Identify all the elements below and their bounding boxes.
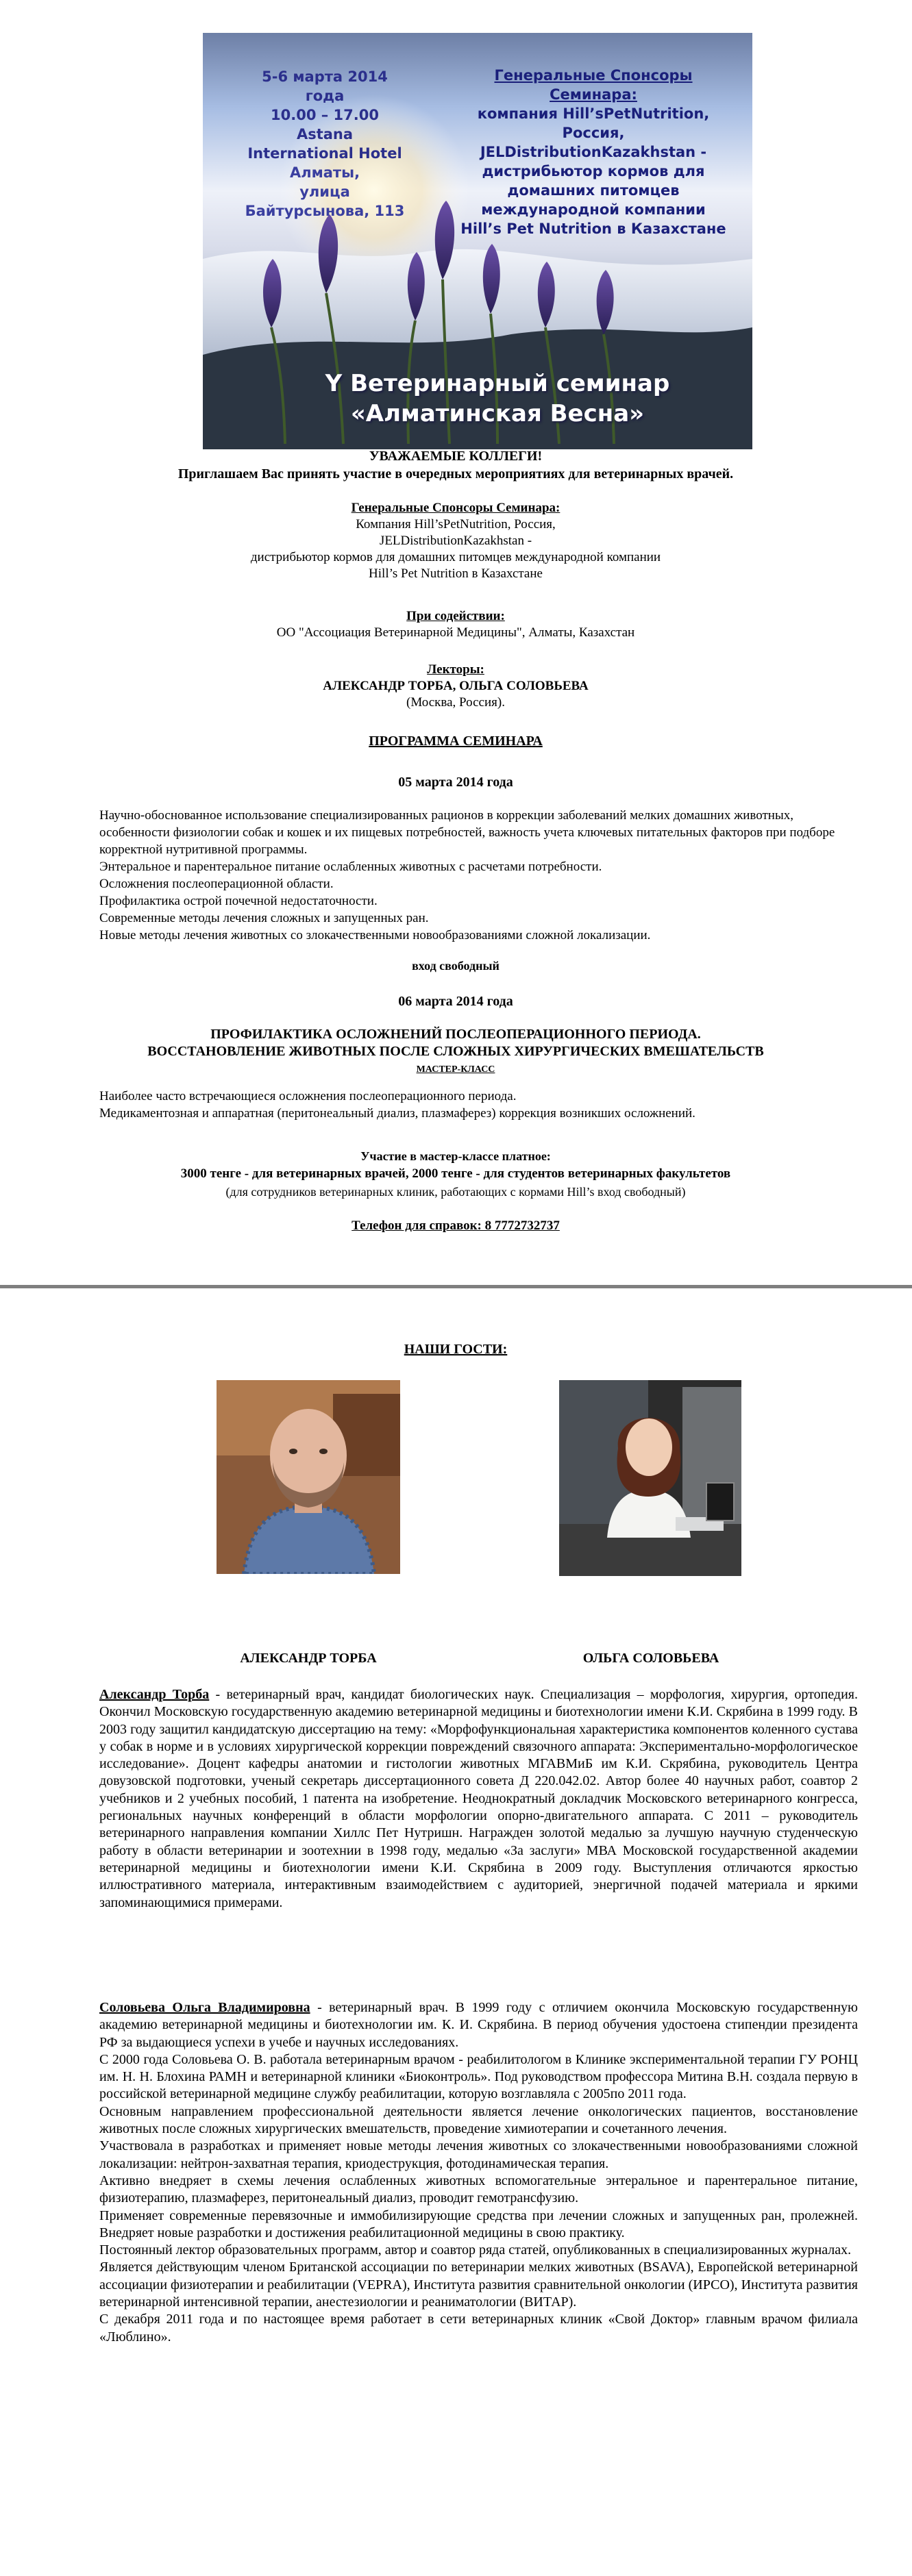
bio-torba-name: Александр Торба bbox=[99, 1687, 210, 1702]
bio-solovyeva-paragraph: С декабря 2011 года и по настоящее время работает в сети ветеринарных клиник «Свой Доктор» главным врачом филиала «Люблино». bbox=[99, 2312, 858, 2344]
banner-sponsors bbox=[449, 66, 737, 238]
banner-time: 10.00 – 17.00 bbox=[271, 107, 379, 123]
support-section bbox=[137, 608, 774, 641]
banner-title bbox=[306, 368, 689, 429]
day1-item: Научно-обоснованное использование специализированных рационов в коррекции заболеваний мелких домашних животных, особенности физиологии собак и кошек и их пищевых потребностей, важность учета ключевых питательных факторов при подборе корректной нутритивной программы. bbox=[99, 808, 835, 857]
sponsor-line: Компания Hill’sPetNutrition, Россия, bbox=[356, 517, 556, 532]
guests-heading: НАШИ ГОСТИ: bbox=[404, 1342, 508, 1357]
event-banner bbox=[203, 33, 752, 449]
banner-date: 5-6 марта 2014 года bbox=[262, 68, 388, 104]
fee-prices: 3000 тенге - для ветеринарных врачей, 2000 тенге - для студентов ветеринарных факультетов bbox=[180, 1166, 731, 1181]
caption-torba: АЛЕКСАНДР ТОРБА bbox=[240, 1651, 377, 1666]
bio-solovyeva-paragraph: Участвовала в разработках и применяет новые методы лечения животных со злокачественными новообразованиями сложной локализации: нейтрон-захватная терапия, криодеструкция, фотодинамическая терапия. bbox=[99, 2138, 858, 2171]
sponsor-line: Hill’s Pet Nutrition в Казахстане bbox=[369, 566, 543, 581]
day2-subtitle: МАСТЕР-КЛАСС bbox=[416, 1064, 495, 1075]
day2-item: Медикаментозная и аппаратная (перитонеальный диализ, плазмаферез) коррекция возникших осложнений. bbox=[99, 1106, 695, 1121]
banner-event-details bbox=[243, 67, 407, 221]
bio-solovyeva-intro: - ветеринарный врач. В 1999 году с отличием окончила Московскую государственную академию ветеринарной медицины и биотехнологии им. К. И. Скрябина. В период обучения удостоена стипендии президента РФ за выдающиеся успехи в учебе и научных исследованиях. bbox=[99, 2000, 858, 2050]
day2-date: 06 марта 2014 года bbox=[398, 994, 513, 1009]
day2-program bbox=[99, 1088, 858, 1122]
sponsors-heading: Генеральные Спонсоры Семинара: bbox=[351, 501, 560, 515]
lecturers-names: АЛЕКСАНДР ТОРБА, ОЛЬГА СОЛОВЬЕВА bbox=[323, 679, 589, 693]
day1-item: Новые методы лечения животных со злокачественными новообразованиями сложной локализации. bbox=[99, 928, 651, 942]
lecturers-location: (Москва, Россия). bbox=[406, 695, 505, 710]
day1-entry: вход свободный bbox=[412, 959, 500, 973]
banner-sponsor-line: компания Hill’sPetNutrition, Россия, bbox=[477, 105, 710, 141]
flyer-page-1 bbox=[0, 0, 912, 1285]
support-org: ОО "Ассоциация Ветеринарной Медицины", Алматы, Казахстан bbox=[276, 625, 635, 640]
bio-solovyeva bbox=[99, 1999, 858, 2346]
portrait-photo-solovyeva bbox=[559, 1380, 741, 1576]
invitation: Приглашаем Вас принять участие в очередных мероприятиях для ветеринарных врачей. bbox=[177, 466, 734, 482]
banner-sponsors-heading: Генеральные Спонсоры Семинара: bbox=[494, 67, 693, 103]
day2-item: Наиболее часто встречающиеся осложнения послеоперационного периода. bbox=[99, 1089, 517, 1103]
sponsors-section bbox=[137, 500, 774, 582]
bio-torba-text: - ветеринарный врач, кандидат биологических наук. Специализация – морфология, хирургия, ортопедия. Окончил Московскую государственную академию ветеринарной медицины и биотехнологии имени К.И. Скрябина в 1999 году. В 2003 году защитил кандидатскую диссертацию на тему: «Морфофункциональная характеристика компонентов коленного сустава у собак в норме и в условиях хирургической коррекции повреждений связочного аппарата: Экспериментально-морфологическое исследование». Доцент кафедры анатомии и гистологии животных МГАВМиБ им К.И. Скрябина, руководитель Центра довузовской подготовки, ученый секретарь диссертационного совета Д 220.042.02. Автор более 40 научных работ, соавтор 2 учебников и 2 учебных пособий, 1 патента на изобретение. Неоднократный докладчик Московского ветеринарного конгресса, региональных научных конференций в области морфологии опорно-двигательного аппарата. С 2011 – руководитель ветеринарного направления компании Хиллс Пет Нутришн. Награжден золотой медалью за лучшую научную студенческую работу в области ветеринарии и зоотехнии в 1998 году, медалью «За заслуги» МВА Московской государственной академии ветеринарной медицины и биотехнологии имени К.И. Скрябина в 2009 году. Выступления отличаются яркостью иллюстративного материала, интерактивным взаимодействием с аудиторией, энергичной подачей материала и яркими запоминающимися примерами. bbox=[99, 1687, 858, 1910]
sponsor-line: JELDistributionKazakhstan - bbox=[379, 534, 532, 548]
banner-sponsor-line: дистрибьютор кормов для bbox=[482, 163, 705, 179]
day2-title1: ПРОФИЛАКТИКА ОСЛОЖНЕНИЙ ПОСЛЕОПЕРАЦИОННОГО ПЕРИОДА. bbox=[210, 1027, 701, 1042]
support-heading: При содействии: bbox=[406, 609, 505, 623]
banner-hotel: Astana International Hotel bbox=[247, 126, 402, 162]
phone-info: Телефон для справок: 8 7772732737 bbox=[352, 1218, 560, 1233]
banner-street: улица Байтурсынова, 113 bbox=[245, 184, 405, 219]
fee-heading: Участие в мастер-классе платное: bbox=[360, 1149, 551, 1163]
banner-city: Алматы, bbox=[289, 164, 360, 181]
day1-item: Профилактика острой почечной недостаточности. bbox=[99, 894, 378, 908]
day1-date: 05 марта 2014 года bbox=[398, 775, 513, 790]
lecturers-section bbox=[137, 662, 774, 711]
bio-torba bbox=[99, 1686, 858, 1912]
greeting: УВАЖАЕМЫЕ КОЛЛЕГИ! bbox=[369, 449, 543, 464]
day1-item: Современные методы лечения сложных и запущенных ран. bbox=[99, 911, 429, 925]
banner-sponsor-line: Hill’s Pet Nutrition в Казахстане bbox=[460, 221, 726, 237]
banner-title-line1: Y Ветеринарный семинар bbox=[325, 370, 670, 397]
bio-solovyeva-name: Соловьева Ольга Владимировна bbox=[99, 2000, 310, 2015]
banner-sponsor-line: JELDistributionKazakhstan - bbox=[480, 144, 707, 160]
sponsor-line: дистрибьютор кормов для домашних питомцев международной компании bbox=[250, 550, 661, 564]
banner-sponsor-line: международной компании bbox=[481, 201, 706, 218]
banner-sponsor-line: домашних питомцев bbox=[507, 182, 680, 199]
program-heading: ПРОГРАММА СЕМИНАРА bbox=[369, 734, 543, 749]
bio-solovyeva-paragraph: Является действующим членом Британской ассоциации по ветеринарии мелких животных (BSAVA), Европейской ветеринарной ассоциации физиотерапии и реабилитации (VEPRA), Института развития сравнительной онкологии (ИРСО), Института развития ветеринарной интенсивной терапии, анестезиологии и реаниматологии (ВИТАР). bbox=[99, 2260, 858, 2310]
bio-solovyeva-paragraph: Основным направлением профессиональной деятельности является лечение онкологических пациентов, восстановление животных после сложных хирургических вмешательств, проведение химиотерапии и сочетанного лечения. bbox=[99, 2103, 858, 2137]
portrait-photo-torba bbox=[217, 1380, 400, 1574]
bio-solovyeva-paragraph: Постоянный лектор образовательных программ, автор и соавтор ряда статей, опубликованных в специализированных журналах. bbox=[99, 2242, 852, 2258]
flyer-page-2 bbox=[0, 1288, 912, 2576]
bio-solovyeva-paragraph: С 2000 года Соловьева О. В. работала ветеринарным врачом - реабилитологом в Клинике экспериментальной терапии ГУ РОНЦ им. Н. Н. Блохина РАМН и ветеринарной клиники «Биоконтроль». Под руководством профессора Митина В.Н. создала первую в российской ветеринарной медицине службу реабилитации, которую возглавляла с 2005по 2011 года. bbox=[99, 2051, 858, 2102]
lecturers-heading: Лекторы: bbox=[427, 662, 484, 677]
banner-title-line2: «Алматинская Весна» bbox=[350, 400, 645, 427]
bio-solovyeva-paragraph: Применяет современные перевязочные и иммобилизирующие средства при лечении сложных и запущенных ран, пролежней. Внедряет новые разработки и достижения реабилитационной медицины в свою практику. bbox=[99, 2208, 858, 2240]
day1-program bbox=[99, 807, 858, 944]
caption-solovyeva: ОЛЬГА СОЛОВЬЕВА bbox=[582, 1651, 719, 1666]
bio-solovyeva-paragraph: Активно внедряет в схемы лечения ослабленных животных вспомогательные энтеральное и парентеральное питание, физиотерапию, плазмаферез, перитонеальный диализ, проводит гемотрансфузию. bbox=[99, 2173, 858, 2206]
day2-title2: ВОССТАНОВЛЕНИЕ ЖИВОТНЫХ ПОСЛЕ СЛОЖНЫХ ХИРУРГИЧЕСКИХ ВМЕШАТЕЛЬСТВ bbox=[147, 1044, 764, 1059]
day1-item: Осложнения послеоперационной области. bbox=[99, 877, 334, 891]
day1-item: Энтеральное и парентеральное питание ослабленных животных с расчетами потребности. bbox=[99, 860, 602, 874]
fee-note: (для сотрудников ветеринарных клиник, работающих с кормами Hill’s вход свободный) bbox=[225, 1185, 686, 1199]
